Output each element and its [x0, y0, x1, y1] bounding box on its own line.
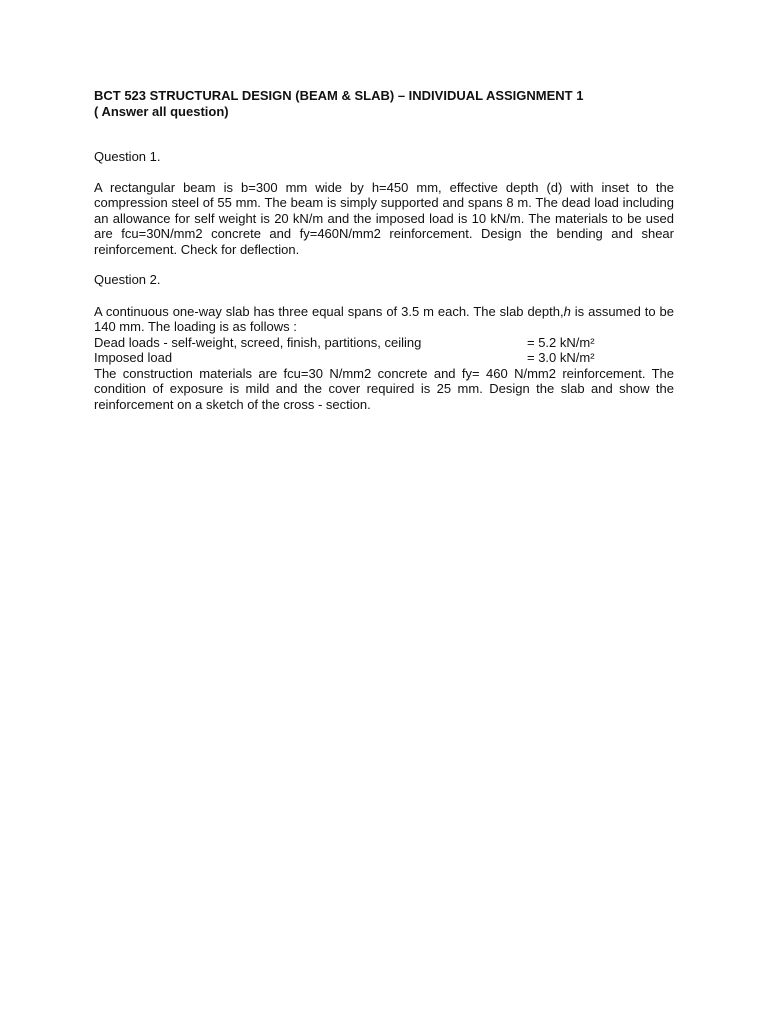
question-1-body: A rectangular beam is b=300 mm wide by h=450 mm, effective depth (d) with inset to the compression steel of 55 mm. The beam is simply supported and spans 8 m. The dead load including an allowance for self weight is 20 kN/m and the imposed load is 10 kN/m. The materials to be used are fcu=30N/mm2 concrete and fy=460N/mm2 reinforcement. Design the bending and shear reinforcement. Check for deflection.: [94, 179, 674, 257]
question-2-closing: The construction materials are fcu=30 N/mm2 concrete and fy= 460 N/mm2 reinforcement. The condition of exposure is mild and the cover required is 25 mm. Design the slab and show the reinforcement on a sketch of the cross - section.: [94, 365, 674, 412]
title-block: [94, 88, 674, 119]
question-2-intro-end: is assumed to be 140 mm. The loading is as follows :: [94, 303, 674, 334]
question-1-heading: Question 1.: [94, 149, 161, 164]
dead-load-row: [94, 335, 674, 351]
question-2-heading: Question 2.: [94, 272, 161, 287]
imposed-load-value: = 3.0 kN/m²: [527, 350, 595, 365]
slab-depth-symbol: h: [563, 303, 571, 319]
document-title: BCT 523 STRUCTURAL DESIGN (BEAM & SLAB) – INDIVIDUAL ASSIGNMENT 1: [94, 88, 584, 103]
question-2-intro-start: A continuous one-way slab has three equal spans of 3.5 m each. The slab depth,: [94, 303, 564, 319]
dead-load-label: Dead loads - self-weight, screed, finish, partitions, ceiling: [94, 334, 422, 350]
imposed-load-row: [94, 350, 674, 366]
imposed-load-label: Imposed load: [94, 350, 173, 365]
question-2-intro: [94, 304, 674, 335]
question-2-body: [94, 304, 674, 413]
dead-load-value: = 5.2 kN/m²: [527, 334, 595, 350]
document-subtitle: ( Answer all question): [94, 103, 229, 119]
document-page: [94, 88, 674, 412]
